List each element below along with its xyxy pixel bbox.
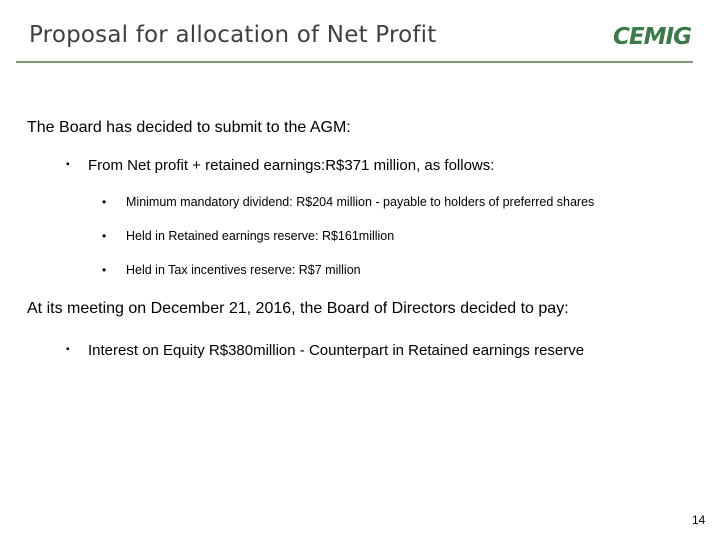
section1-heading: The Board has decided to submit to the AGM:	[27, 119, 351, 136]
section2-bullet: Interest on Equity R$380million - Counterpart in Retained earnings reserve	[88, 342, 585, 359]
bullet-dot-icon: •	[102, 195, 107, 209]
sub-item-retained: Held in Retained earnings reserve: R$161million	[126, 229, 395, 243]
bullet-square-icon: ▪	[66, 159, 70, 170]
bullet-dot-icon: •	[102, 229, 107, 243]
bullet-square-icon: ▪	[66, 344, 70, 355]
sub-item-tax: Held in Tax incentives reserve: R$7 million	[126, 263, 361, 277]
title-divider	[16, 61, 693, 63]
section1-bullet: From Net profit + retained earnings:R$371 million, as follows:	[88, 157, 495, 174]
svg-text:CEMIG: CEMIG	[613, 24, 691, 50]
slide-title: Proposal for allocation of Net Profit	[29, 22, 437, 48]
sub-item-dividend: Minimum mandatory dividend: R$204 million - payable to holders of preferred shares	[126, 195, 595, 209]
page-number: 14	[692, 513, 706, 527]
section2-heading: At its meeting on December 21, 2016, the Board of Directors decided to pay:	[27, 300, 569, 317]
cemig-logo	[608, 22, 696, 50]
bullet-dot-icon: •	[102, 263, 107, 277]
